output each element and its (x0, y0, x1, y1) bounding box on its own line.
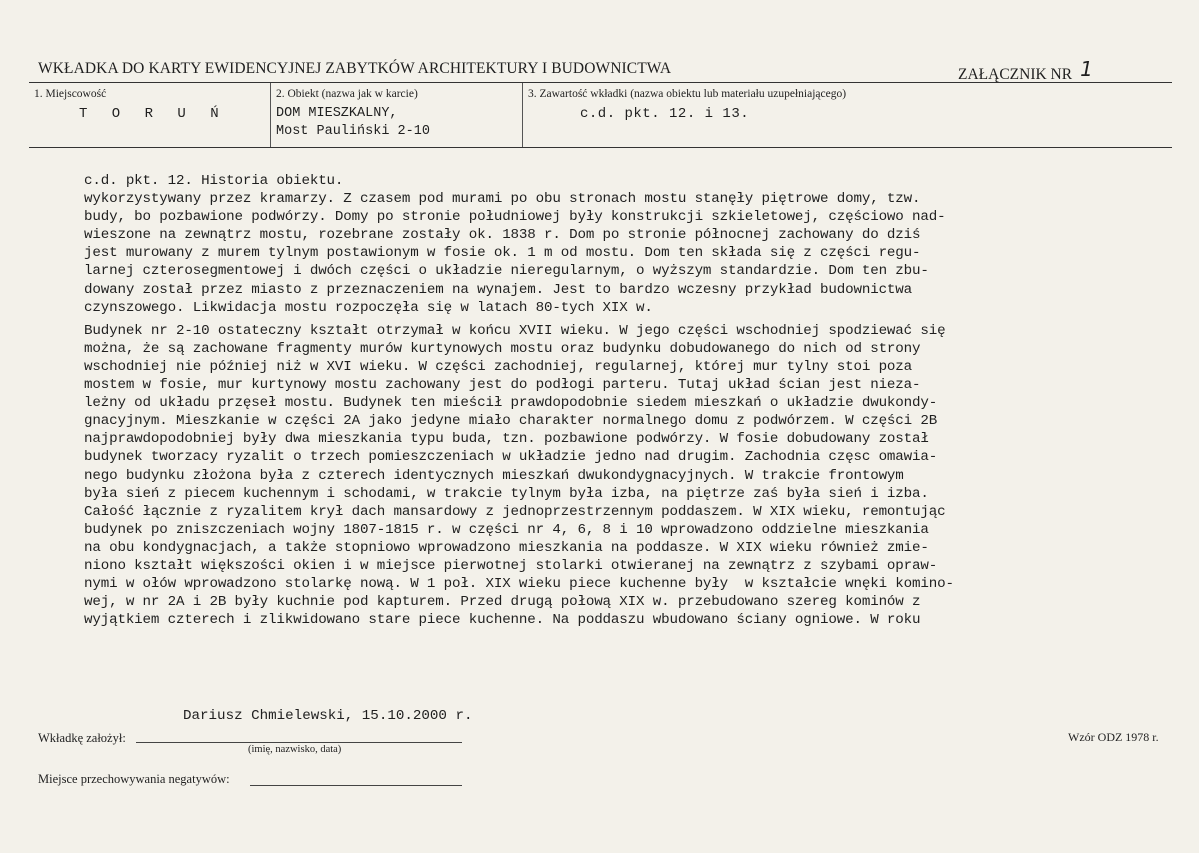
text-line: najprawdopodobniej były dwa mieszkania typu buda, tzn. pozbawione podwórzy. W fosie dobudowany został (84, 431, 929, 448)
text-line: mostem w fosie, mur kurtynowy mostu zachowany jest do podłogi parteru. Tutaj układ ścian jest nieza- (84, 377, 921, 394)
text-line: leżny od układu przęseł mostu. Budynek ten mieścił prawdopodobnie siedem mieszkań o układzie dwukondy- (84, 395, 938, 412)
text-line: budynek po zniszczeniach wojny 1807-1815 r. w części nr 4, 6, 8 i 10 wprowadzono oddzielne mieszkania (84, 521, 929, 538)
annex-block (958, 57, 1093, 84)
inserted-by-label: Wkładkę założył: (38, 731, 126, 745)
text-line: c.d. pkt. 12. Historia obiektu. (84, 173, 344, 189)
text-line: wyjątkiem czterech i zlikwidowano stare piece kuchenne. Na poddaszu wbudowano ściany ogniowe. W roku (84, 612, 921, 629)
contents-value: c.d. pkt. 12. i 13. (580, 106, 750, 122)
signature-line: Dariusz Chmielewski, 15.10.2000 r. (183, 708, 473, 724)
annex-label: ZAŁĄCZNIK NR (958, 66, 1073, 83)
object-line: DOM MIESZKALNY, (276, 106, 398, 121)
text-line: wschodniej nie później niż w XVI wieku. W części zachodniej, regularnej, której mur tylny stoi poza (84, 358, 913, 375)
text-line: można, że są zachowane fragmenty murów kurtynowych mostu oraz budynku dobudowanego do nich od strony (84, 340, 921, 357)
locality-cell (29, 83, 270, 147)
locality-value: T O R U Ń (79, 106, 227, 122)
inserted-by-line (136, 742, 462, 743)
contents-cell (522, 83, 1172, 147)
text-line: wieszone na zewnątrz mostu, rozebrane zostały ok. 1838 r. Dom po stronie północnej zachowany do dziś (84, 227, 921, 244)
text-line: budy, bo pozbawione podwórzy. Domy po stronie południowej były konstrukcji szkieletowej, częściowo nad- (84, 209, 946, 226)
text-line: Budynek nr 2-10 ostateczny kształt otrzymał w końcu XVII wieku. W jego części wschodniej spodziewać się (84, 322, 946, 339)
paragraph-history (84, 172, 1114, 317)
text-line: nego budynku złożona była z czterech identycznych mieszkań dwukondygnacyjnych. W trakcie frontowym (84, 467, 904, 484)
text-line: dowany został przez miasto z przeznaczeniem na wynajem. Jest to bardzo wczesny przykład budownictwa (84, 281, 913, 298)
header-table (29, 82, 1172, 148)
text-line: Całość łącznie z ryzalitem krył dach mansardowy z jednoprzestrzennym poddaszem. W XIX wieku, remontując (84, 503, 946, 520)
object-label: 2. Obiekt (nazwa jak w karcie) (276, 88, 418, 100)
annex-number: 1 (1080, 57, 1093, 81)
text-line: czynszowego. Likwidacja mostu rozpoczęła się w latach 80-tych XIX w. (84, 299, 653, 316)
text-line: jest murowany z murem tylnym postawionym w fosie ok. 1 m od mostu. Dom ten składa się z części regu- (84, 245, 921, 262)
object-cell (270, 83, 522, 147)
negatives-label: Miejsce przechowywania negatywów: (38, 772, 230, 786)
object-line: Most Pauliński 2-10 (276, 124, 430, 139)
text-line: larnej czterosegmentowej i dwóch części o układzie nieregularnym, o wyższym standardzie. Dom ten zbu- (84, 263, 929, 280)
document-title: WKŁADKA DO KARTY EWIDENCYJNEJ ZABYTKÓW ARCHITEKTURY I BUDOWNICTWA (38, 60, 672, 77)
object-value (276, 105, 430, 141)
text-line: wykorzystywany przez kramarzy. Z czasem pod murami po obu stronach mostu stanęły piętrowe domy, tzw. (84, 191, 921, 208)
form-id: Wzór ODZ 1978 r. (1068, 730, 1159, 744)
paragraph-building (84, 322, 1114, 630)
text-line: była sień z piecem kuchennym i schodami, w trakcie tylnym była izba, na piętrze zaś była sień i izba. (84, 485, 929, 502)
text-line: gnacyjnym. Mieszkanie w części 2A jako jedyne miało charakter normalnego domu z podwórzem. W części 2B (84, 413, 938, 430)
text-line: budynek tworzacy ryzalit o trzech pomieszczeniach w układzie jedno nad drugim. Zachodnia częsc omawia- (84, 449, 938, 466)
body-text (84, 172, 1114, 629)
text-line: na obu kondygnacjach, a także stopniowo wprowadzono mieszkania na poddasze. W XIX wieku również zmie- (84, 539, 929, 556)
locality-label: 1. Miejscowość (34, 88, 107, 100)
negatives-line (250, 785, 462, 786)
inserted-by-hint: (imię, nazwisko, data) (248, 744, 342, 755)
text-line: niono kształt większości okien i w miejsce pierwotnej stolarki otwieranej na zewnątrz z szybami opraw- (84, 557, 938, 574)
text-line: wej, w nr 2A i 2B były kuchnie pod kapturem. Przed drugą połową XIX w. przebudowano szereg kominów z (84, 594, 921, 611)
text-line: nymi w ołów wprowadzono stolarkę nową. W 1 poł. XIX wieku piece kuchenne były w kształcie wnęki komino- (84, 576, 954, 593)
contents-label: 3. Zawartość wkładki (nazwa obiektu lub materiału uzupełniającego) (528, 88, 847, 100)
